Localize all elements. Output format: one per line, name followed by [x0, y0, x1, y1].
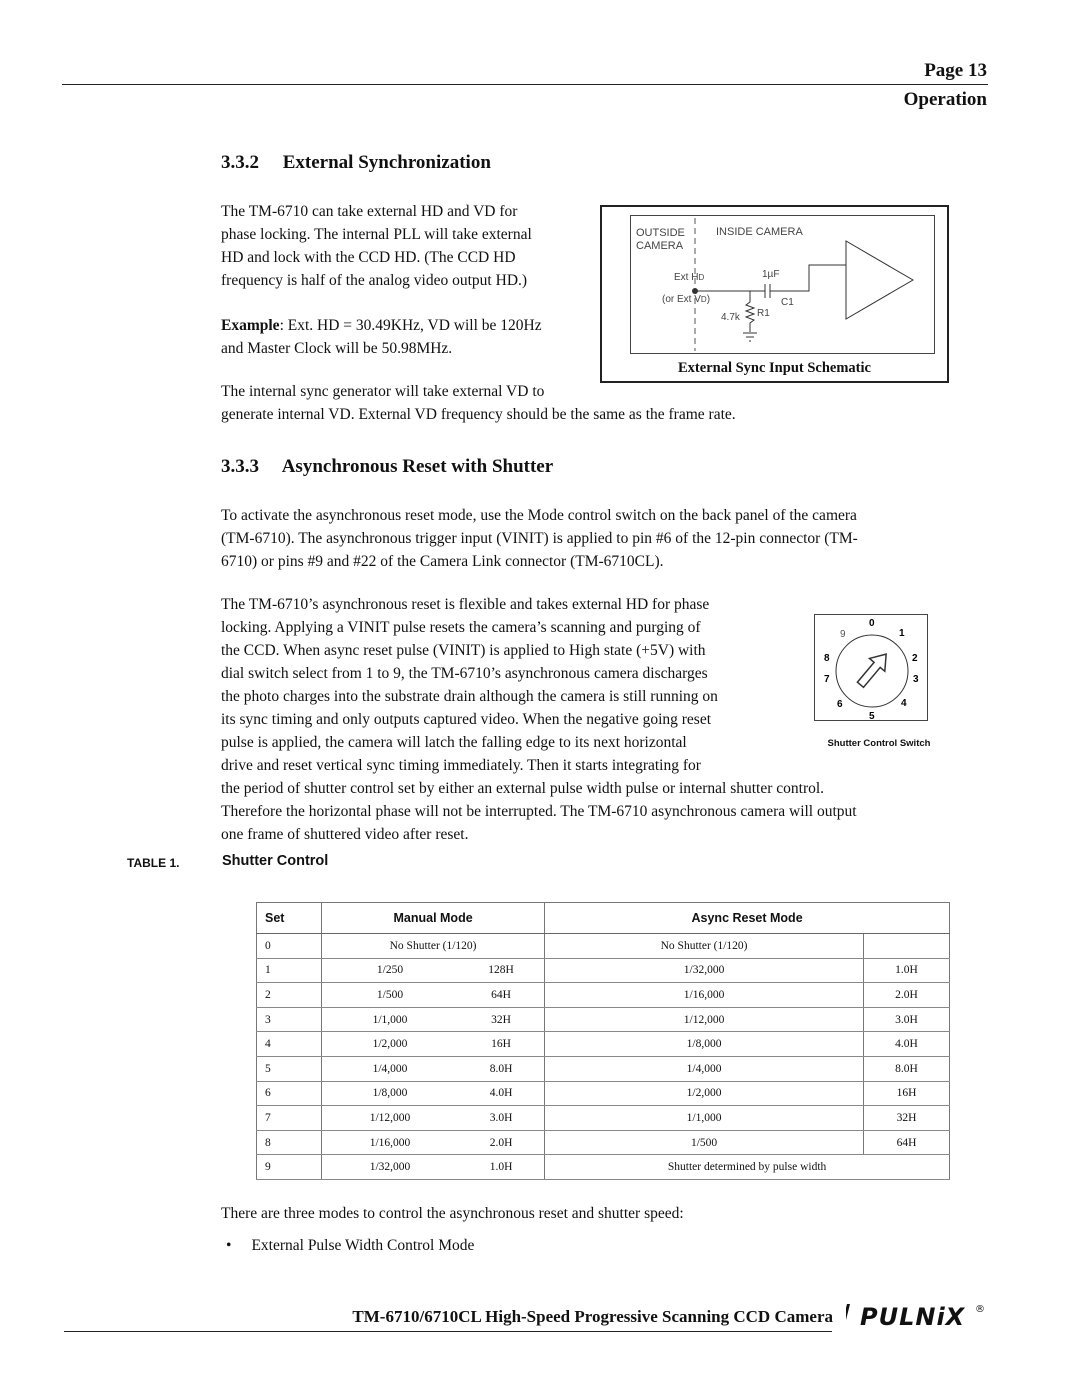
cell-set: 3 [257, 1007, 322, 1032]
schematic-frame [630, 215, 935, 354]
cell-async-h: 3.0H [863, 1007, 949, 1032]
cell-manual-h: 64H [458, 983, 545, 1008]
cell-set: 8 [257, 1130, 322, 1155]
bullet-icon: • [226, 1237, 232, 1254]
table-row [257, 1032, 950, 1057]
cell-manual-h: 3.0H [458, 1106, 545, 1131]
cell-async-speed: 1/1,000 [545, 1106, 864, 1131]
dial-digit-0: 0 [869, 618, 875, 629]
cell-manual-h: 16H [458, 1032, 545, 1057]
dial-digit-7: 7 [824, 674, 830, 685]
bullet-text: External Pulse Width Control Mode [251, 1237, 475, 1254]
shutter-control-dial [814, 614, 928, 721]
cell-async-speed: 1/2,000 [545, 1081, 864, 1106]
cell-set: 4 [257, 1032, 322, 1057]
dial-arrow-icon [853, 648, 894, 691]
modes-intro: There are three modes to control the asynchronous reset and shutter speed: [221, 1205, 684, 1222]
label-outside: OUTSIDE [636, 227, 685, 239]
amplifier-icon [846, 241, 913, 319]
dial-digit-2: 2 [912, 653, 918, 664]
table-row [257, 1007, 950, 1032]
table-row [257, 1130, 950, 1155]
cell-set: 9 [257, 1155, 322, 1180]
schematic-caption: External Sync Input Schematic [678, 360, 871, 376]
label-res-name: R1 [757, 308, 770, 319]
cell-async: Shutter determined by pulse width [545, 1155, 950, 1180]
resistor-icon [746, 291, 754, 332]
cell-async-speed: 1/16,000 [545, 983, 864, 1008]
column-header-manual: Manual Mode [322, 903, 545, 934]
text-line: HD and lock with the CCD HD. (The CCD HD [221, 249, 516, 266]
logo-graphic [846, 1300, 988, 1332]
heading-async-reset: 3.3.3 Asynchronous Reset with Shutter [221, 456, 554, 477]
header-rule [62, 84, 988, 85]
cell-async: No Shutter (1/120) [545, 934, 864, 959]
cell-manual-h: 4.0H [458, 1081, 545, 1106]
cell-set: 7 [257, 1106, 322, 1131]
label-ext-vd: (or Ext VD) [662, 294, 711, 305]
cell-set: 1 [257, 958, 322, 983]
async-reset-paragraph-1: To activate the asynchronous reset mode, use the Mode control switch on the back panel of the camera (TM-6710). The asynchronous trigger input (VINIT) is applied to pin #6 of the 12-pin connector (TM- 6710) or pins #9 and #22 of the Camera Link connector (TM-6710CL). [221, 507, 858, 570]
schematic-drawing [631, 216, 934, 353]
cell-async-h: 1.0H [863, 958, 949, 983]
internal-sync-paragraph [221, 380, 736, 426]
table-row [257, 1056, 950, 1081]
dial-digit-8: 8 [824, 653, 830, 664]
table-title: Shutter Control [222, 853, 329, 869]
dial-digit-9: 9 [840, 629, 846, 640]
external-sync-paragraph [221, 200, 532, 292]
cell-async-h: 4.0H [863, 1032, 949, 1057]
example-paragraph [221, 314, 542, 360]
cell-async-h: 64H [863, 1130, 949, 1155]
footer-title: TM-6710/6710CL High-Speed Progressive Scanning CCD Camera [352, 1307, 833, 1326]
label-camera: CAMERA [636, 240, 684, 252]
cell-manual-speed: 1/12,000 [322, 1106, 459, 1131]
pulnix-logo [846, 1300, 988, 1332]
table-header-row [257, 903, 950, 934]
cell-async-speed: 1/32,000 [545, 958, 864, 983]
table-row [257, 934, 950, 959]
logo-bar [846, 1304, 850, 1326]
column-header-set: Set [257, 903, 322, 934]
cell-set: 5 [257, 1056, 322, 1081]
text-line: and Master Clock will be 50.98MHz. [221, 340, 453, 357]
page-number: Page 13 [924, 60, 987, 81]
dial-drawing [815, 615, 927, 720]
cell-manual-h: 128H [458, 958, 545, 983]
table-row [257, 958, 950, 983]
cell-async-h: 16H [863, 1081, 949, 1106]
table-row [257, 1081, 950, 1106]
sync-input-schematic [600, 205, 949, 383]
cell-async-speed: 1/12,000 [545, 1007, 864, 1032]
cell-manual-speed: 1/500 [322, 983, 459, 1008]
text-line: The TM-6710 can take external HD and VD for [221, 203, 518, 220]
cell-async-h: 32H [863, 1106, 949, 1131]
cell-manual-h: 8.0H [458, 1056, 545, 1081]
cell-manual-speed: 1/2,000 [322, 1032, 459, 1057]
cell-manual-h: 2.0H [458, 1130, 545, 1155]
text-line: generate internal VD. External VD frequency should be the same as the frame rate. [221, 406, 736, 423]
table-row [257, 983, 950, 1008]
cell-async-h: 8.0H [863, 1056, 949, 1081]
cell-manual: No Shutter (1/120) [322, 934, 545, 959]
table-row [257, 1155, 950, 1180]
text-line: The internal sync generator will take external VD to [221, 383, 545, 400]
label-inside-camera: INSIDE CAMERA [716, 226, 803, 238]
cell-async-speed: 1/4,000 [545, 1056, 864, 1081]
cell-manual-h: 1.0H [458, 1155, 545, 1180]
dial-digit-5: 5 [869, 711, 875, 720]
dial-circle [836, 635, 908, 707]
cell-manual-speed: 1/32,000 [322, 1155, 459, 1180]
cell-async-h: 2.0H [863, 983, 949, 1008]
amp-input-wire [770, 265, 846, 291]
logo-registered-mark: ® [975, 1304, 985, 1315]
logo-wordmark: PULNiX [860, 1303, 966, 1331]
text-line: phase locking. The internal PLL will take external [221, 226, 532, 243]
cell-manual-speed: 1/4,000 [322, 1056, 459, 1081]
label-cap-value: 1µF [762, 269, 780, 280]
label-res-value: 4.7k [721, 312, 740, 323]
text-block: locking. Applying a VINIT pulse resets the camera’s scanning and purging of the CCD. When async reset pulse (VINIT) is applied to High state (+5V) with dial switch select from 1 to 9, the TM-6710’s asynchronous camera discharges the photo charges into the substrate drain although the camera is still running on its sync timing and only outputs captured video. When the negative going reset pulse is applied, the camera will latch the falling edge to its next horizontal drive and reset vertical sync timing immediately. Then it starts integrating for [221, 619, 718, 774]
heading-external-sync: 3.3.2 External Synchronization [221, 152, 491, 173]
dial-digit-3: 3 [913, 674, 919, 685]
table-label: TABLE 1. [127, 856, 180, 870]
label-cap-name: C1 [781, 297, 794, 308]
cell-manual-h: 32H [458, 1007, 545, 1032]
text-line: The TM-6710’s asynchronous reset is flexible and takes external HD for phase [221, 596, 710, 613]
cell-set: 6 [257, 1081, 322, 1106]
dial-digit-4: 4 [901, 698, 907, 709]
column-header-async: Async Reset Mode [545, 903, 950, 934]
footer-rule [64, 1331, 832, 1332]
async-reset-paragraph-2 [221, 593, 718, 777]
shutter-control-table [256, 902, 950, 1180]
cell-set: 0 [257, 934, 322, 959]
text-line: Example: Ext. HD = 30.49KHz, VD will be 120Hz [221, 317, 542, 334]
cell-manual-speed: 1/8,000 [322, 1081, 459, 1106]
cell-async-speed: 1/500 [545, 1130, 864, 1155]
section-name: Operation [903, 89, 987, 110]
async-reset-paragraph-2-tail: the period of shutter control set by either an external pulse width pulse or internal shutter control. Therefore the horizontal phase will not be interrupted. The TM-6710 asynchronous camera will output one frame of shuttered video after reset. [221, 780, 857, 843]
dial-digit-6: 6 [837, 699, 843, 710]
table-row [257, 1106, 950, 1131]
cell-manual-speed: 1/16,000 [322, 1130, 459, 1155]
cell-set: 2 [257, 983, 322, 1008]
cell-manual-speed: 1/250 [322, 958, 459, 983]
label-ext-hd: Ext HD [674, 272, 705, 283]
dial-caption: Shutter Control Switch [827, 738, 931, 749]
bullet-list-item [226, 1237, 474, 1255]
dial-digit-1: 1 [899, 628, 905, 639]
cell-manual-speed: 1/1,000 [322, 1007, 459, 1032]
text-line: frequency is half of the analog video output HD.) [221, 272, 528, 289]
cell-empty [863, 934, 949, 959]
cell-async-speed: 1/8,000 [545, 1032, 864, 1057]
